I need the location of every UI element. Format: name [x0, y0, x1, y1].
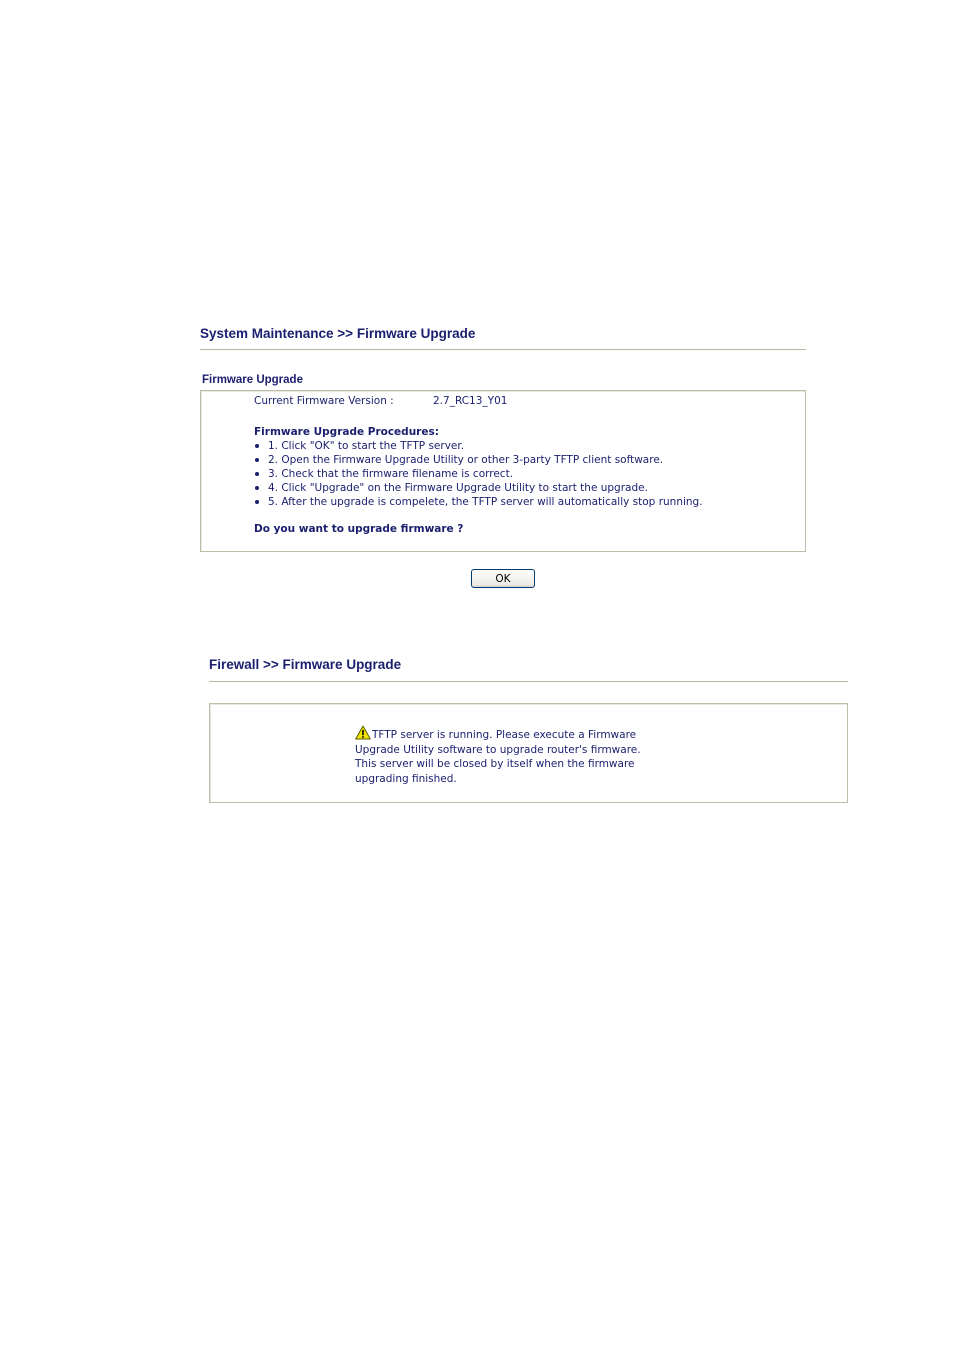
bullet-icon	[255, 500, 259, 504]
page-title: System Maintenance >> Firmware Upgrade	[200, 326, 476, 341]
firewall-page-title: Firewall >> Firmware Upgrade	[209, 657, 402, 672]
message-line: upgrading finished.	[355, 772, 457, 785]
list-item: 3. Check that the firmware filename is correct.	[254, 467, 703, 481]
bullet-icon	[255, 444, 259, 448]
list-item: 4. Click "Upgrade" on the Firmware Upgrade Utility to start the upgrade.	[254, 481, 703, 495]
title-divider	[200, 349, 806, 350]
warning-triangle-icon	[355, 725, 371, 740]
current-version-value: 2.7_RC13_Y01	[433, 395, 508, 407]
section-label-firmware-upgrade: Firmware Upgrade	[202, 374, 303, 386]
procedures-list	[254, 439, 703, 509]
firewall-title-divider	[209, 681, 848, 682]
tftp-status-message	[355, 725, 641, 786]
upgrade-question: Do you want to upgrade firmware ?	[254, 523, 464, 535]
list-item: 2. Open the Firmware Upgrade Utility or other 3-party TFTP client software.	[254, 453, 703, 467]
bullet-icon	[255, 472, 259, 476]
tftp-status-box	[209, 703, 848, 803]
list-item: 1. Click "OK" to start the TFTP server.	[254, 439, 703, 453]
procedures-heading: Firmware Upgrade Procedures:	[254, 426, 439, 438]
message-line: Upgrade Utility software to upgrade router's firmware.	[355, 743, 641, 756]
ok-button[interactable]: OK	[471, 569, 535, 588]
list-item: 5. After the upgrade is compelete, the TFTP server will automatically stop running.	[254, 495, 703, 509]
current-version-label: Current Firmware Version :	[254, 395, 394, 407]
bullet-icon	[255, 458, 259, 462]
message-line: TFTP server is running. Please execute a Firmware	[372, 729, 637, 741]
bullet-icon	[255, 486, 259, 490]
firmware-upgrade-box	[200, 390, 806, 552]
message-line: This server will be closed by itself when the firmware	[355, 758, 635, 770]
